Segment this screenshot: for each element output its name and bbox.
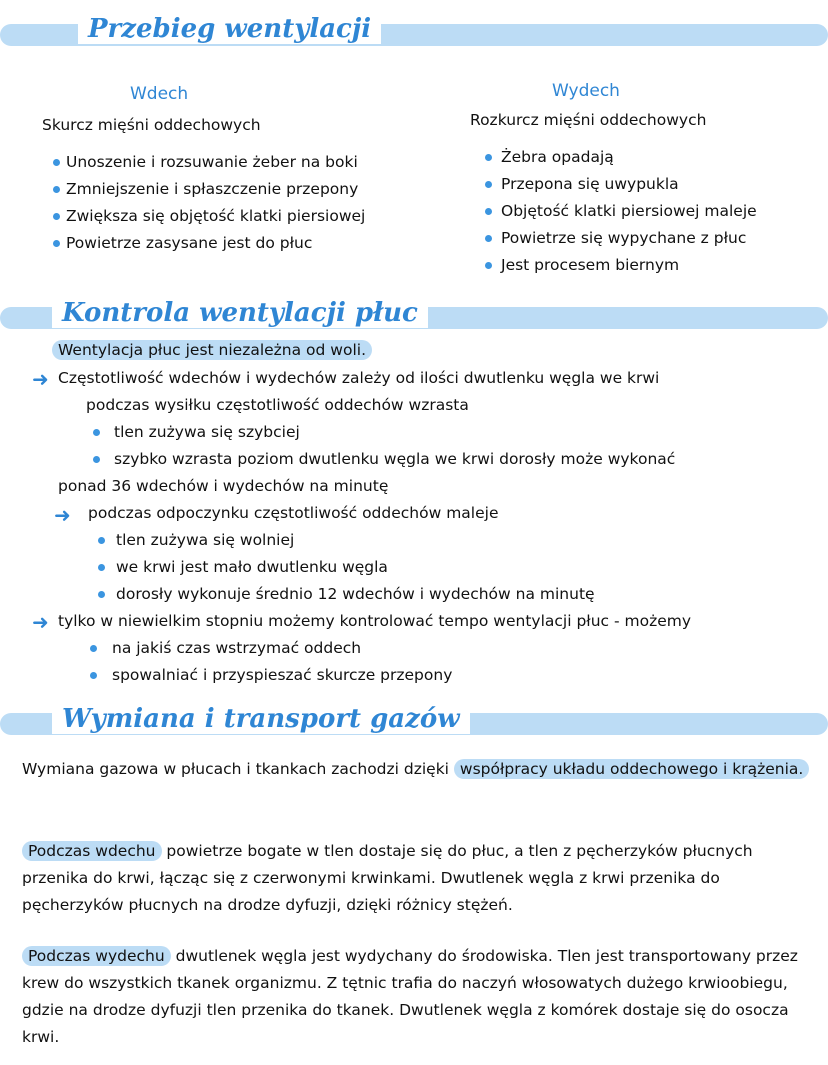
bullet-icon (485, 208, 492, 215)
list-item: tlen zużywa się wolniej (116, 531, 295, 549)
list-item: Unoszenie i rozsuwanie żeber na boki (66, 153, 358, 171)
section-title: Przebieg wentylacji (78, 14, 381, 44)
bullet-icon (485, 262, 492, 269)
bullet-icon (93, 429, 100, 436)
bullet-icon (98, 537, 105, 544)
note-line: tylko w niewielkim stopniu możemy kontrolować tempo wentylacji płuc - możemy (58, 612, 692, 630)
exhale-heading: Wydech (552, 81, 620, 101)
list-item: dorosły wykonuje średnio 12 wdechów i wydechów na minutę (116, 585, 595, 603)
paragraph-text: Wymiana gazowa w płucach i tkankach zachodzi dzięki (22, 760, 454, 778)
list-item: Zwiększa się objętość klatki piersiowej (66, 207, 366, 225)
inhale-heading: Wdech (130, 84, 189, 104)
bullet-icon (485, 154, 492, 161)
paragraph (22, 943, 812, 1051)
inhale-subtitle: Skurcz mięśni oddechowych (42, 116, 261, 134)
list-item: Powietrze zasysane jest do płuc (66, 234, 313, 252)
note-line: Częstotliwość wdechów i wydechów zależy od ilości dwutlenku węgla we krwi (58, 369, 660, 387)
highlight-mark: Podczas wdechu (22, 841, 162, 861)
note-line: podczas wysiłku częstotliwość oddechów wzrasta (86, 396, 469, 414)
list-item: Zmniejszenie i spłaszczenie przepony (66, 180, 359, 198)
paragraph (22, 838, 812, 919)
paragraph (22, 756, 812, 783)
list-item: Przepona się uwypukla (501, 175, 679, 193)
highlight-mark: Podczas wydechu (22, 946, 171, 966)
bullet-icon (53, 186, 60, 193)
note-line: podczas odpoczynku częstotliwość oddechów maleje (88, 504, 499, 522)
bullet-icon (98, 564, 105, 571)
bullet-icon (485, 235, 492, 242)
arrow-right-icon: ➜ (32, 367, 49, 391)
list-item: Objętość klatki piersiowej maleje (501, 202, 757, 220)
list-item: Powietrze się wypychane z płuc (501, 229, 747, 247)
highlight-mark: współpracy układu oddechowego i krążenia. (454, 759, 809, 779)
section-title: Wymiana i transport gazów (52, 704, 470, 734)
bullet-icon (485, 181, 492, 188)
section-title: Kontrola wentylacji płuc (52, 298, 428, 328)
paragraph-text: powietrze bogate w tlen dostaje się do płuc, a tlen z pęcherzyków płucnych przenika do krwi, łącząc się z czerwonymi krwinkami. Dwutlenek węgla z krwi przenika do pęcherzyków płucnych na drodze dyfuzji, dzięki różnicy stężeń. (22, 842, 753, 914)
list-item: Żebra opadają (501, 148, 614, 166)
highlight-text (52, 341, 372, 359)
list-item: Jest procesem biernym (501, 256, 680, 274)
list-item: tlen zużywa się szybciej (114, 423, 300, 441)
bullet-icon (98, 591, 105, 598)
list-item: spowalniać i przyspieszać skurcze przepony (112, 666, 453, 684)
arrow-right-icon: ➜ (54, 503, 71, 527)
bullet-icon (53, 240, 60, 247)
bullet-icon (90, 645, 97, 652)
bullet-icon (53, 213, 60, 220)
arrow-right-icon: ➜ (32, 610, 49, 634)
list-item: we krwi jest mało dwutlenku węgla (116, 558, 388, 576)
bullet-icon (90, 672, 97, 679)
highlight-mark: Wentylacja płuc jest niezależna od woli. (52, 340, 372, 360)
bullet-icon (53, 159, 60, 166)
list-item: na jakiś czas wstrzymać oddech (112, 639, 362, 657)
list-item: szybko wzrasta poziom dwutlenku węgla we krwi dorosły może wykonać (114, 450, 676, 468)
paragraph-text: dwutlenek węgla jest wydychany do środowiska. Tlen jest transportowany przez krew do wszystkich tkanek organizmu. Z tętnic trafia do naczyń włosowatych dużego krwioobiegu, gdzie na drodze dyfuzji tlen przenika do tkanek. Dwutlenek węgla z komórek dostaje się do osocza krwi. (22, 947, 798, 1046)
exhale-subtitle: Rozkurcz mięśni oddechowych (470, 111, 707, 129)
note-line: ponad 36 wdechów i wydechów na minutę (58, 477, 389, 495)
bullet-icon (93, 456, 100, 463)
